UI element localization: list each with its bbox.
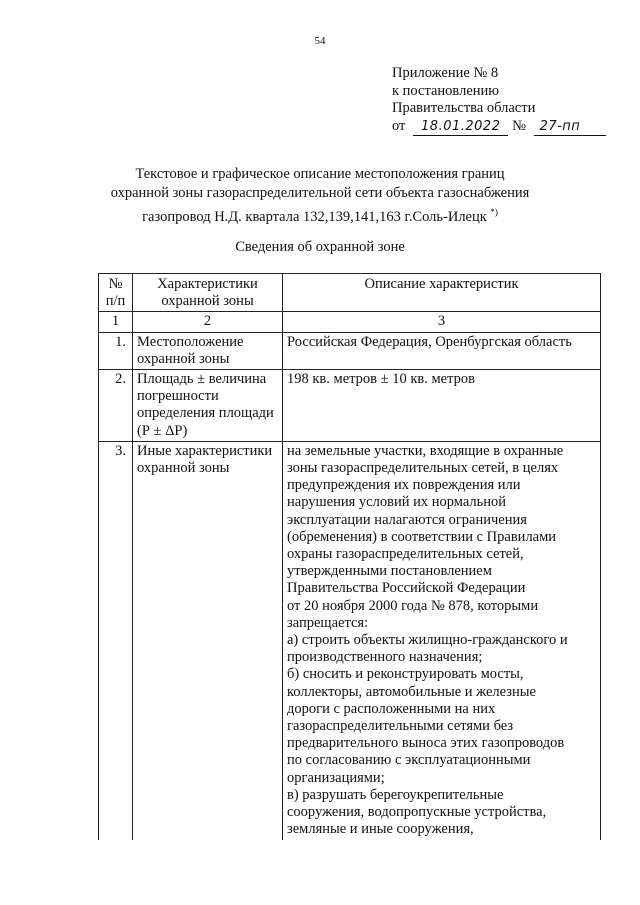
row-3-description — [283, 441, 601, 839]
row-3-name-line: охранной зоны — [137, 460, 230, 477]
row-3-desc-line: дороги с расположенными на них — [287, 700, 496, 717]
number-label: № — [512, 117, 526, 134]
row-3-desc-line: сооружения, водопропускные устройства, — [287, 804, 547, 821]
row-3-desc-line: запрещается: — [287, 614, 369, 631]
row-3-num: 3. — [99, 441, 133, 839]
row-3-desc-line: предварительного выноса этих газопроводов — [287, 735, 565, 752]
column-number-1: 1 — [99, 312, 133, 332]
header-num-line-2: п/п — [105, 293, 126, 310]
row-2-num: 2. — [99, 370, 133, 442]
header-description: Описание характеристик — [283, 274, 601, 312]
row-3-desc-line: на земельные участки, входящие в охранные — [287, 442, 564, 459]
row-1-name-line: Местоположение — [137, 333, 244, 350]
row-3-desc-line: земляные и иные сооружения, — [287, 821, 474, 838]
appendix-line-1: Приложение № 8 — [392, 65, 499, 81]
row-3-desc-line: зоны газораспределительных сетей, в целях — [287, 460, 559, 477]
row-3-desc-line: от 20 ноября 2000 года № 878, которыми — [287, 597, 539, 614]
title-line-2: охранной зоны газораспределительной сети объекта газоснабжения — [110, 185, 530, 201]
column-number-row — [99, 312, 601, 332]
column-number-3: 3 — [283, 312, 601, 332]
decree-number: 27-пп — [534, 118, 607, 137]
document-title — [0, 165, 640, 227]
row-2-name — [133, 370, 283, 442]
row-3-desc-line: организациями; — [287, 769, 385, 786]
from-label: от — [392, 117, 406, 134]
header-num-line-1: № — [108, 276, 123, 292]
row-1-description: Российская Федерация, Оренбургская область — [283, 332, 601, 369]
row-1-name-line: охранной зоны — [137, 350, 230, 367]
table-row — [99, 441, 601, 839]
row-3-desc-line: производственного назначения; — [287, 649, 483, 666]
table-header-row — [99, 274, 601, 312]
appendix-line-3: Правительства области — [392, 100, 536, 116]
row-3-desc-line: утвержденными постановлением — [287, 563, 492, 580]
appendix-line-2: к постановлению — [392, 82, 500, 99]
row-3-desc-line: б) сносить и реконструировать мосты, — [287, 666, 524, 683]
page-number: 54 — [314, 35, 326, 47]
row-1-num: 1. — [99, 332, 133, 369]
row-3-desc-line: газораспределительными сетями без — [287, 718, 514, 735]
header-num — [99, 274, 133, 312]
table-row — [99, 370, 601, 442]
row-1-name — [133, 332, 283, 369]
appendix-date-line — [392, 118, 606, 137]
row-3-desc-line: нарушения условий их нормальной — [287, 494, 507, 511]
table-row — [99, 332, 601, 369]
protection-zone-table — [98, 273, 601, 840]
row-2-name-line: Площадь ± величина — [137, 371, 267, 388]
row-3-desc-line: по согласованию с эксплуатационными — [287, 752, 531, 769]
decree-date: 18.01.2022 — [413, 118, 508, 137]
row-3-name — [133, 441, 283, 839]
row-2-name-line: погрешности — [137, 388, 219, 405]
row-3-name-line: Иные характеристики — [137, 442, 273, 459]
row-3-desc-line: (обременения) в соответствии с Правилами — [287, 528, 557, 545]
header-char-line-2: охранной зоны — [161, 293, 254, 310]
appendix-block — [392, 65, 606, 136]
row-3-desc-line: коллекторы, автомобильные и железные — [287, 683, 536, 700]
row-3-desc-line: в) разрушать берегоукрепительные — [287, 786, 504, 803]
row-3-desc-line: эксплуатации налагаются ограничения — [287, 511, 527, 528]
header-characteristics — [133, 274, 283, 312]
section-subtitle: Сведения об охранной зоне — [235, 239, 405, 255]
row-3-desc-line: а) строить объекты жилищно-гражданского и — [287, 632, 568, 649]
title-line-3-text: газопровод Н.Д. квартала 132,139,141,163 г.Соль-Илецк — [142, 208, 487, 225]
row-3-desc-line: Правительства Российской Федерации — [287, 580, 526, 597]
header-char-line-1: Характеристики — [157, 276, 258, 292]
footnote-mark: *) — [490, 207, 498, 217]
row-3-desc-line: охраны газораспределительных сетей, — [287, 546, 524, 563]
row-3-desc-line: предупреждения их повреждения или — [287, 477, 521, 494]
row-2-name-line: определения площади — [137, 405, 274, 422]
row-2-name-line: (Р ± ΔР) — [137, 422, 188, 439]
column-number-2: 2 — [133, 312, 283, 332]
row-2-description: 198 кв. метров ± 10 кв. метров — [283, 370, 601, 442]
title-line-1: Текстовое и графическое описание местоположения границ — [135, 166, 505, 182]
title-line-3 — [0, 203, 640, 227]
